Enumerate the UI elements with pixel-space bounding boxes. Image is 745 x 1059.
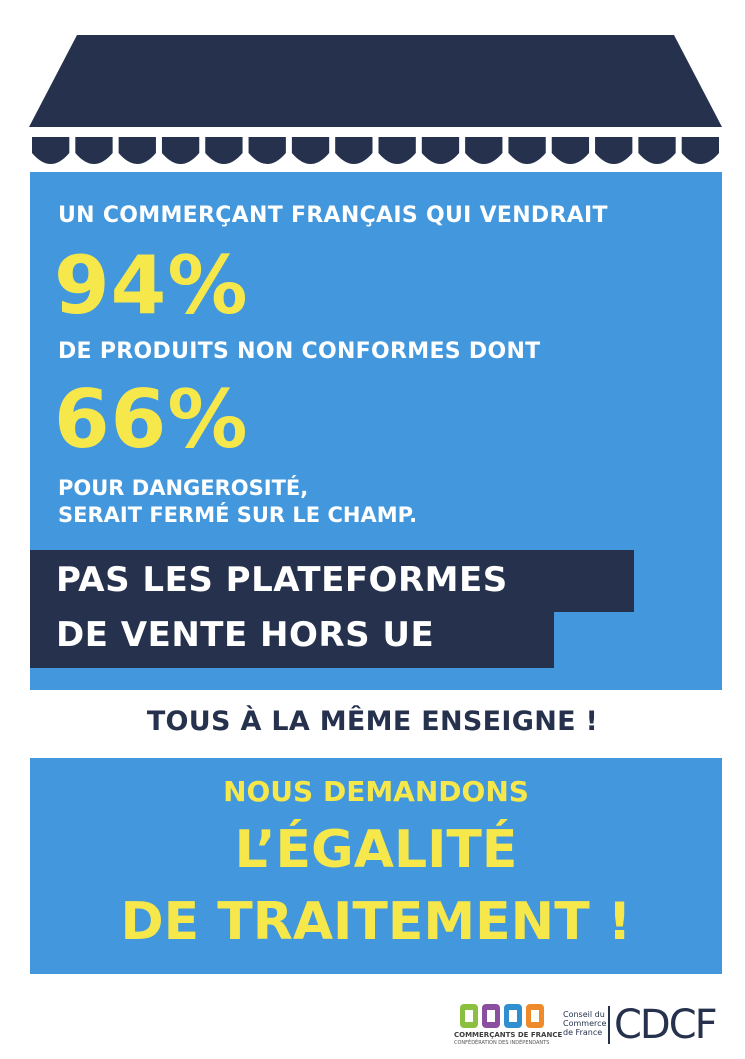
awning-scallop	[249, 137, 286, 164]
cdf-subtitle: CONFÉDÉRATION DES INDÉPENDANTS	[454, 1040, 550, 1046]
awning-scallop	[422, 137, 459, 164]
percent-66: 66%	[54, 373, 249, 466]
awning-scallop	[205, 137, 242, 164]
slogan: TOUS À LA MÊME ENSEIGNE !	[146, 706, 599, 737]
awning-scallop	[379, 137, 416, 164]
awning-scallop	[508, 137, 545, 164]
danger-text	[58, 475, 417, 529]
awning-scallop	[638, 137, 675, 164]
non-compliant-text: DE PRODUITS NON CONFORMES DONT	[58, 339, 541, 364]
equality-line-2: DE TRAITEMENT !	[120, 892, 632, 952]
awning-scallop	[552, 137, 589, 164]
awning-illustration	[29, 35, 722, 173]
danger-line-2: SERAIT FERMÉ SUR LE CHAMP.	[58, 503, 418, 527]
band-line-2: DE VENTE HORS UE	[56, 615, 435, 655]
awning-scallop	[75, 137, 112, 164]
awning-scallop	[682, 137, 719, 164]
awning-scallop	[595, 137, 632, 164]
awning-scallop	[162, 137, 199, 164]
cdcf-logo-mark: CDCF	[614, 1002, 716, 1048]
demand-text: NOUS DEMANDONS	[223, 775, 529, 808]
cdcf-separator	[608, 1006, 610, 1044]
percent-94: 94%	[54, 239, 249, 332]
danger-line-1: POUR DANGEROSITÉ,	[58, 476, 309, 500]
awning-scallop	[465, 137, 502, 164]
cdf-name: COMMERÇANTS DE FRANCE	[454, 1031, 563, 1039]
band-line-1: PAS LES PLATEFORMES	[56, 560, 508, 600]
awning-scallop	[32, 137, 69, 164]
cdcf-label: Conseil du Commerce de France	[563, 1010, 607, 1037]
intro-text: UN COMMERÇANT FRANÇAIS QUI VENDRAIT	[58, 203, 608, 228]
awning-scallop	[119, 137, 156, 164]
awning-scallop	[292, 137, 329, 164]
equality-line-1: L’ÉGALITÉ	[234, 820, 518, 880]
awning-scallop	[335, 137, 372, 164]
